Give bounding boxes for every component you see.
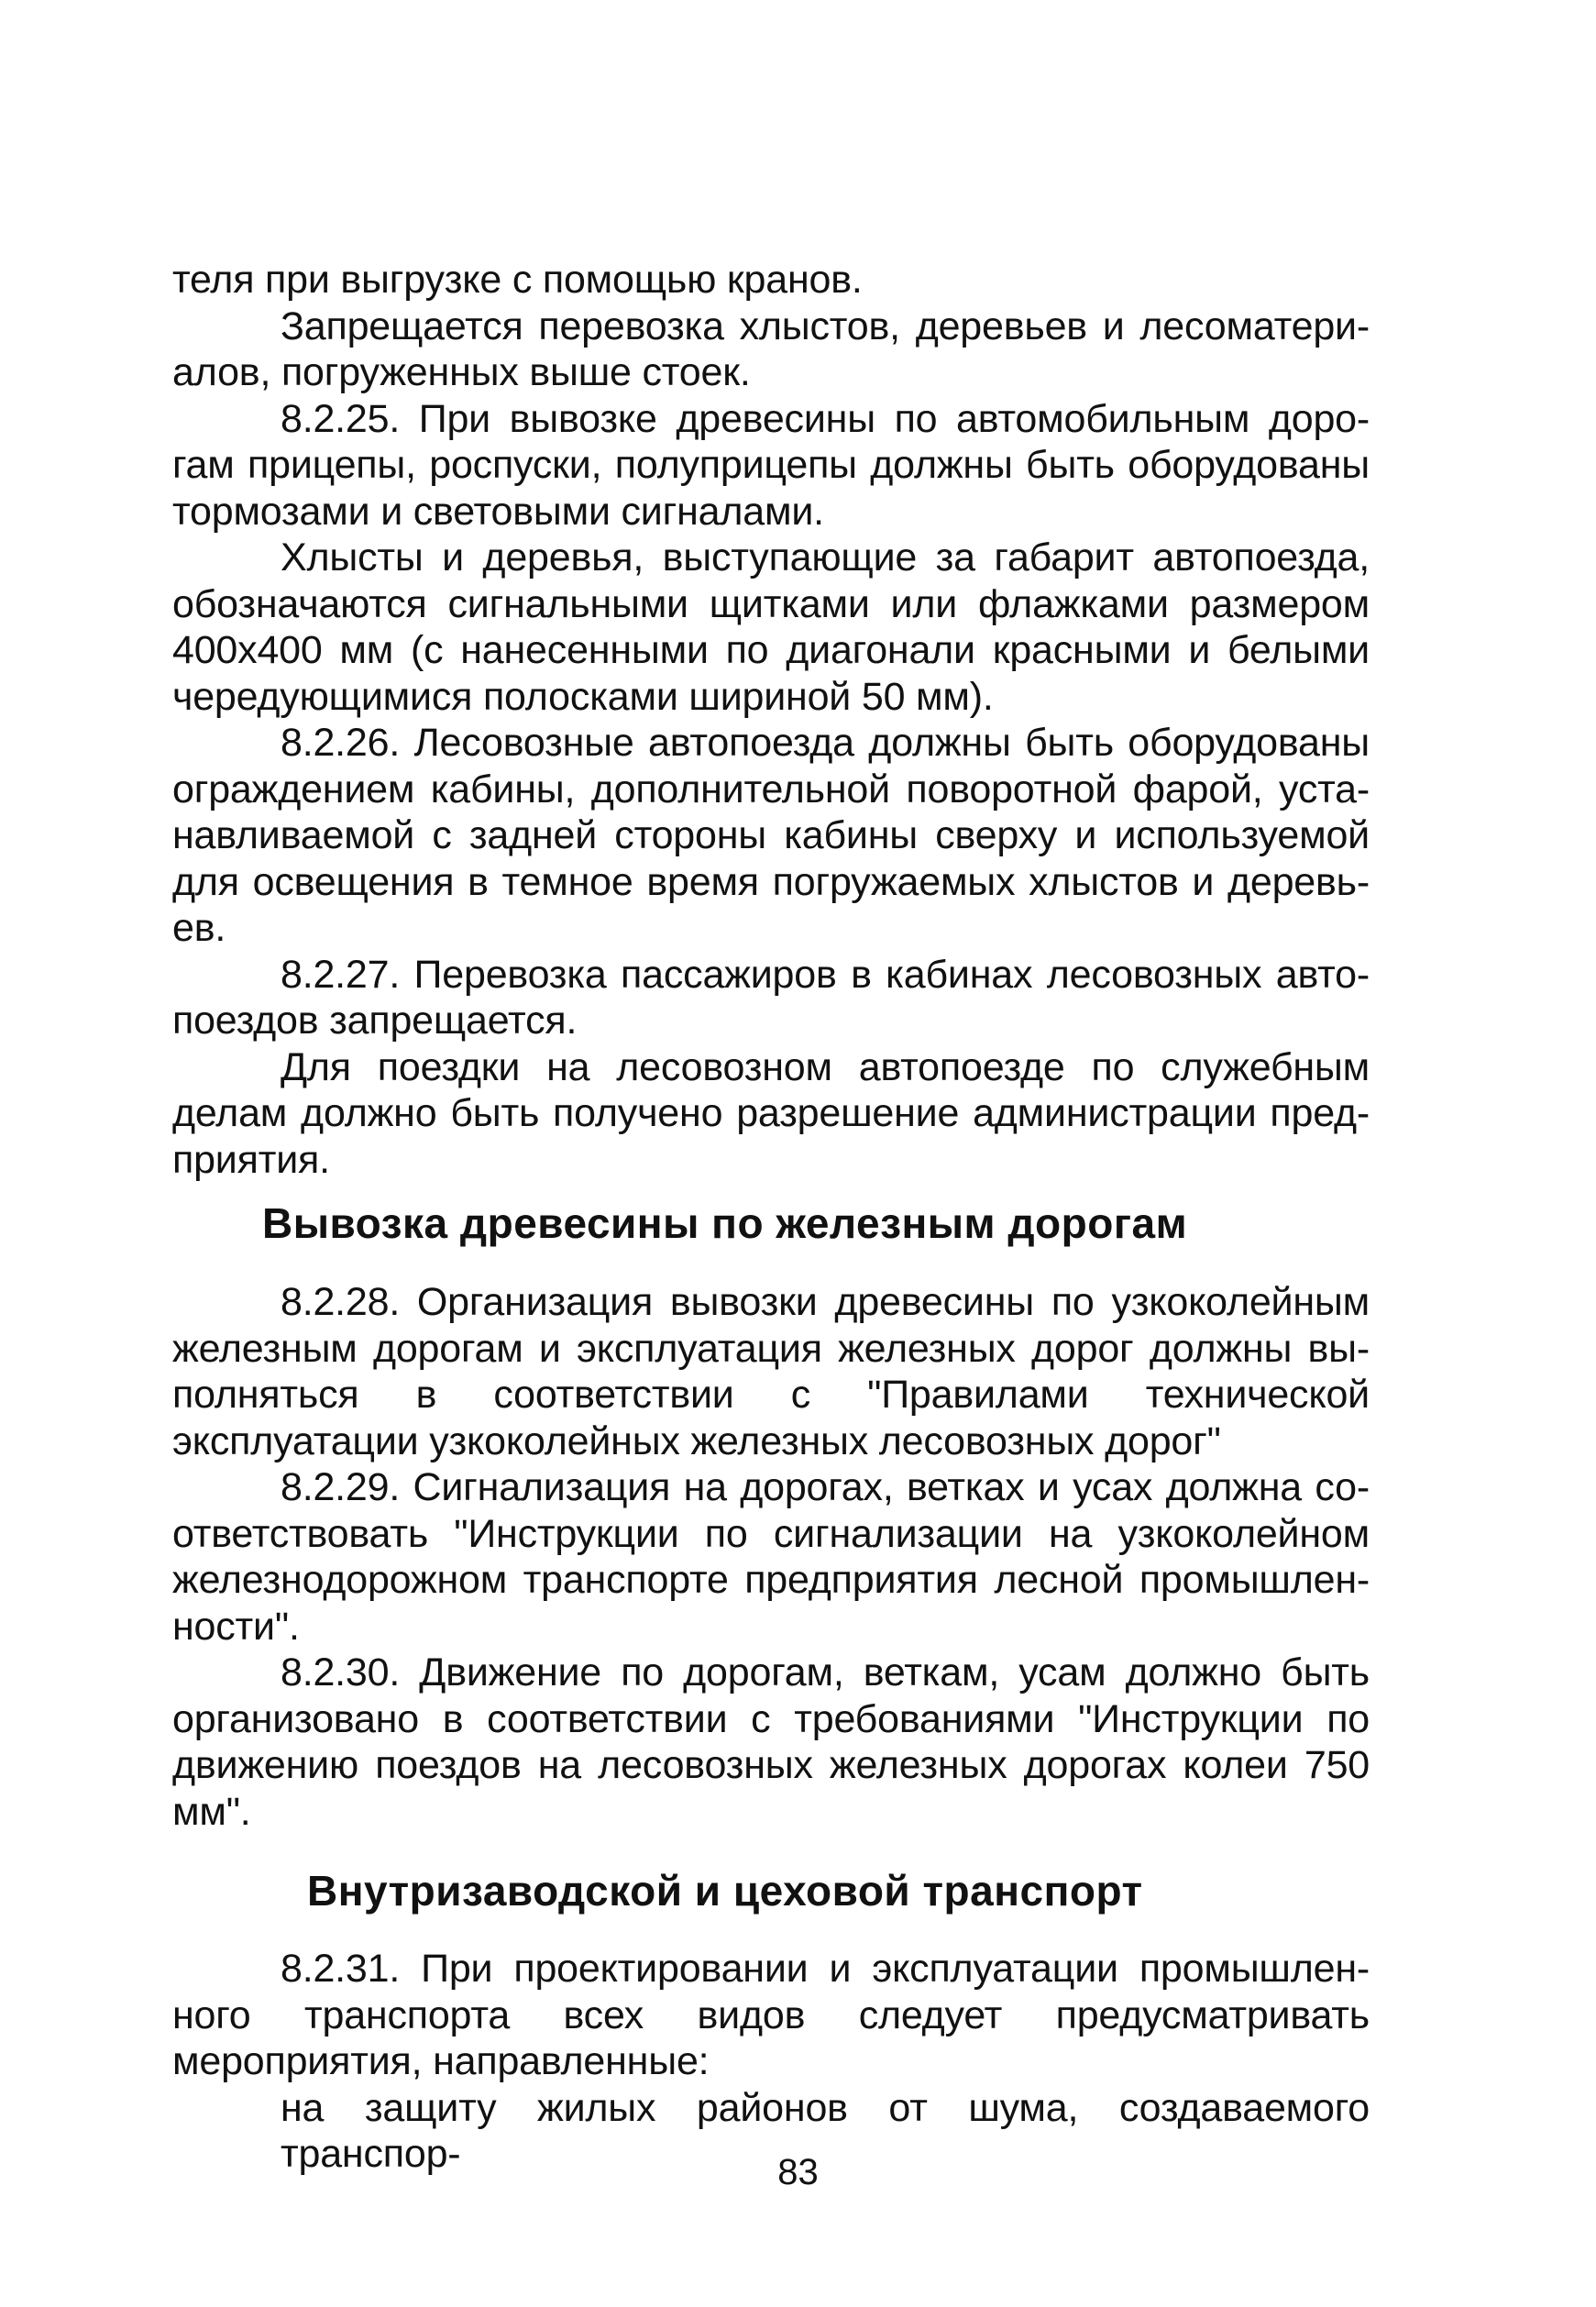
text-line: 8.2.28. Организация вывозки древесины по узкоколейным (281, 1280, 1370, 1324)
text-line: мм". (172, 1789, 251, 1834)
text-line: 8.2.30. Движение по дорогам, веткам, усам должно быть (281, 1650, 1370, 1694)
text-line: железным дорогам и эксплуатация железных дорог должны вы- (172, 1326, 1370, 1371)
text-line: приятия. (172, 1137, 330, 1182)
text-line: на защиту жилых районов от шума, создаваемого транспор- (281, 2085, 1370, 2176)
text-line: гам прицепы, роспуски, полуприцепы должны быть оборудованы (172, 443, 1370, 487)
text-line: Для поездки на лесовозном автопоезде по служебным (281, 1044, 1370, 1089)
text-line: 8.2.29. Сигнализация на дорогах, ветках и усах должна со- (281, 1465, 1370, 1509)
section-heading-railway: Вывозка древесины по железным дорогам (262, 1199, 1188, 1247)
text-line: 8.2.25. При вывозке древесины по автомобильным доро- (281, 396, 1370, 441)
text-line: 8.2.27. Перевозка пассажиров в кабинах лесовозных авто- (281, 952, 1370, 997)
text-line: ного транспорта всех видов следует предусматривать (172, 1992, 1370, 2037)
text-line: алов, погруженных выше стоек. (172, 350, 751, 394)
paragraph-block-2 (172, 1279, 1370, 1835)
text-line: 8.2.26. Лесовозные автопоезда должны быть оборудованы (281, 721, 1370, 765)
text-line: полняться в соответствии с "Правилами технической (172, 1373, 1370, 1417)
text-line: мероприятия, направленные: (172, 2039, 710, 2083)
text-line: Запрещается перевозка хлыстов, деревьев и лесоматери- (281, 304, 1370, 348)
text-line: ответствовать "Инструкции по сигнализации на узкоколейном (172, 1511, 1370, 1556)
text-line: обозначаются сигнальными щитками или флажками размером (172, 581, 1370, 626)
text-line: ности". (172, 1604, 300, 1649)
text-line: чередующимися полосками шириной 50 мм). (172, 674, 994, 719)
text-line: эксплуатации узкоколейных железных лесовозных дорог" (172, 1418, 1221, 1463)
text-line: делам должно быть получено разрешение администрации пред- (172, 1091, 1370, 1135)
page-number: 83 (777, 2152, 819, 2192)
text-line: движению поездов на лесовозных железных дорогах колеи 750 (172, 1743, 1370, 1787)
paragraph-block-1 (172, 257, 1370, 1183)
text-line: теля при выгрузке с помощью кранов. (172, 258, 863, 302)
text-line: ограждением кабины, дополнительной поворотной фарой, уста- (172, 767, 1370, 811)
paragraph-block-3 (172, 1946, 1370, 2178)
text-line: навливаемой с задней стороны кабины сверху и используемой (172, 813, 1370, 857)
text-line: 8.2.31. При проектировании и эксплуатации промышлен- (281, 1947, 1370, 1991)
text-line: ев. (172, 906, 226, 950)
text-line: железнодорожном транспорте предприятия лесной промышлен- (172, 1558, 1370, 1602)
text-line: тормозами и световыми сигналами. (172, 489, 824, 534)
text-line: для освещения в темное время погружаемых хлыстов и деревь- (172, 859, 1370, 904)
text-line: 400х400 мм (с нанесенными по диагонали красными и белыми (172, 628, 1370, 672)
text-line: организовано в соответствии с требованиями "Инструкции по (172, 1696, 1370, 1741)
text-line: Хлысты и деревья, выступающие за габарит автопоезда, (281, 535, 1370, 580)
text-line: поездов запрещается. (172, 999, 578, 1043)
section-heading-internal-transport: Внутризаводской и цеховой транспорт (307, 1867, 1143, 1915)
